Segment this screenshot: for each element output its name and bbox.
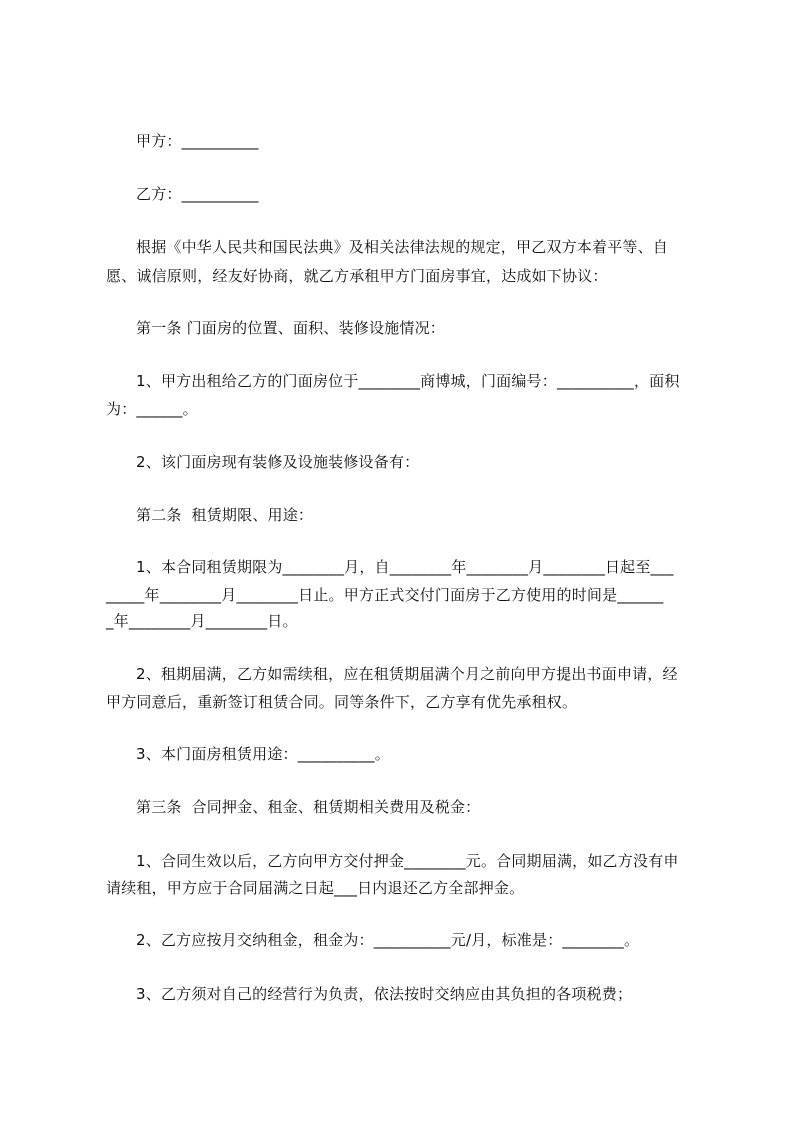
article-3-item-1-line-1: 1、合同生效以后，乙方向甲方交付押金________元。合同期届满，如乙方没有申 bbox=[136, 852, 679, 870]
intro-line-2: 愿、诚信原则，经友好协商，就乙方承租甲方门面房事宜，达成如下协议： bbox=[106, 267, 608, 285]
article-2-item-2-line-2: 甲方同意后，重新签订租赁合同。同等条件下，乙方享有优先承租权。 bbox=[106, 693, 578, 711]
article-1-item-1-line-1: 1、甲方出租给乙方的门面房位于________商博城，门面编号：__________，面积 bbox=[136, 372, 680, 390]
article-3-item-2: 2、乙方应按月交纳租金，租金为：__________元/月，标准是：________。 bbox=[136, 931, 640, 949]
article-1-item-2: 2、该门面房现有装修及设施装修设备有： bbox=[136, 453, 420, 471]
article-2-item-3: 3、本门面房租赁用途：__________。 bbox=[136, 745, 390, 763]
article-3-item-1-line-2: 请续租，甲方应于合同届满之日起___日内退还乙方全部押金。 bbox=[106, 879, 525, 897]
article-2-item-2-line-1: 2、租期届满，乙方如需续租，应在租赁期届满个月之前向甲方提出书面申请，经 bbox=[136, 665, 678, 683]
article-3-title: 第三条 合同押金、租金、租赁期相关费用及税金： bbox=[136, 798, 481, 816]
article-2-item-1-line-1: 1、本合同租赁期限为________月，自________年________月________日起至___ bbox=[136, 558, 674, 576]
party-a-line: 甲方：__________ bbox=[136, 132, 259, 150]
article-3-item-3: 3、乙方须对自己的经营行为负责，依法按时交纳应由其负担的各项税费； bbox=[136, 985, 633, 1003]
article-2-title: 第二条 租赁期限、用途： bbox=[136, 506, 314, 524]
article-1-title: 第一条 门面房的位置、面积、装修设施情况： bbox=[136, 319, 445, 337]
party-b-line: 乙方：__________ bbox=[136, 185, 259, 203]
article-2-item-1-line-3: _年________月________日。 bbox=[106, 612, 298, 630]
article-1-item-1-line-2: 为：______。 bbox=[106, 400, 198, 418]
article-2-item-1-line-2: _____年________月________日止。甲方正式交付门面房于乙方使用的时间是______ bbox=[106, 586, 664, 604]
intro-line-1: 根据《中华人民共和国民法典》及相关法律法规的规定，甲乙双方本着平等、自 bbox=[136, 238, 669, 256]
